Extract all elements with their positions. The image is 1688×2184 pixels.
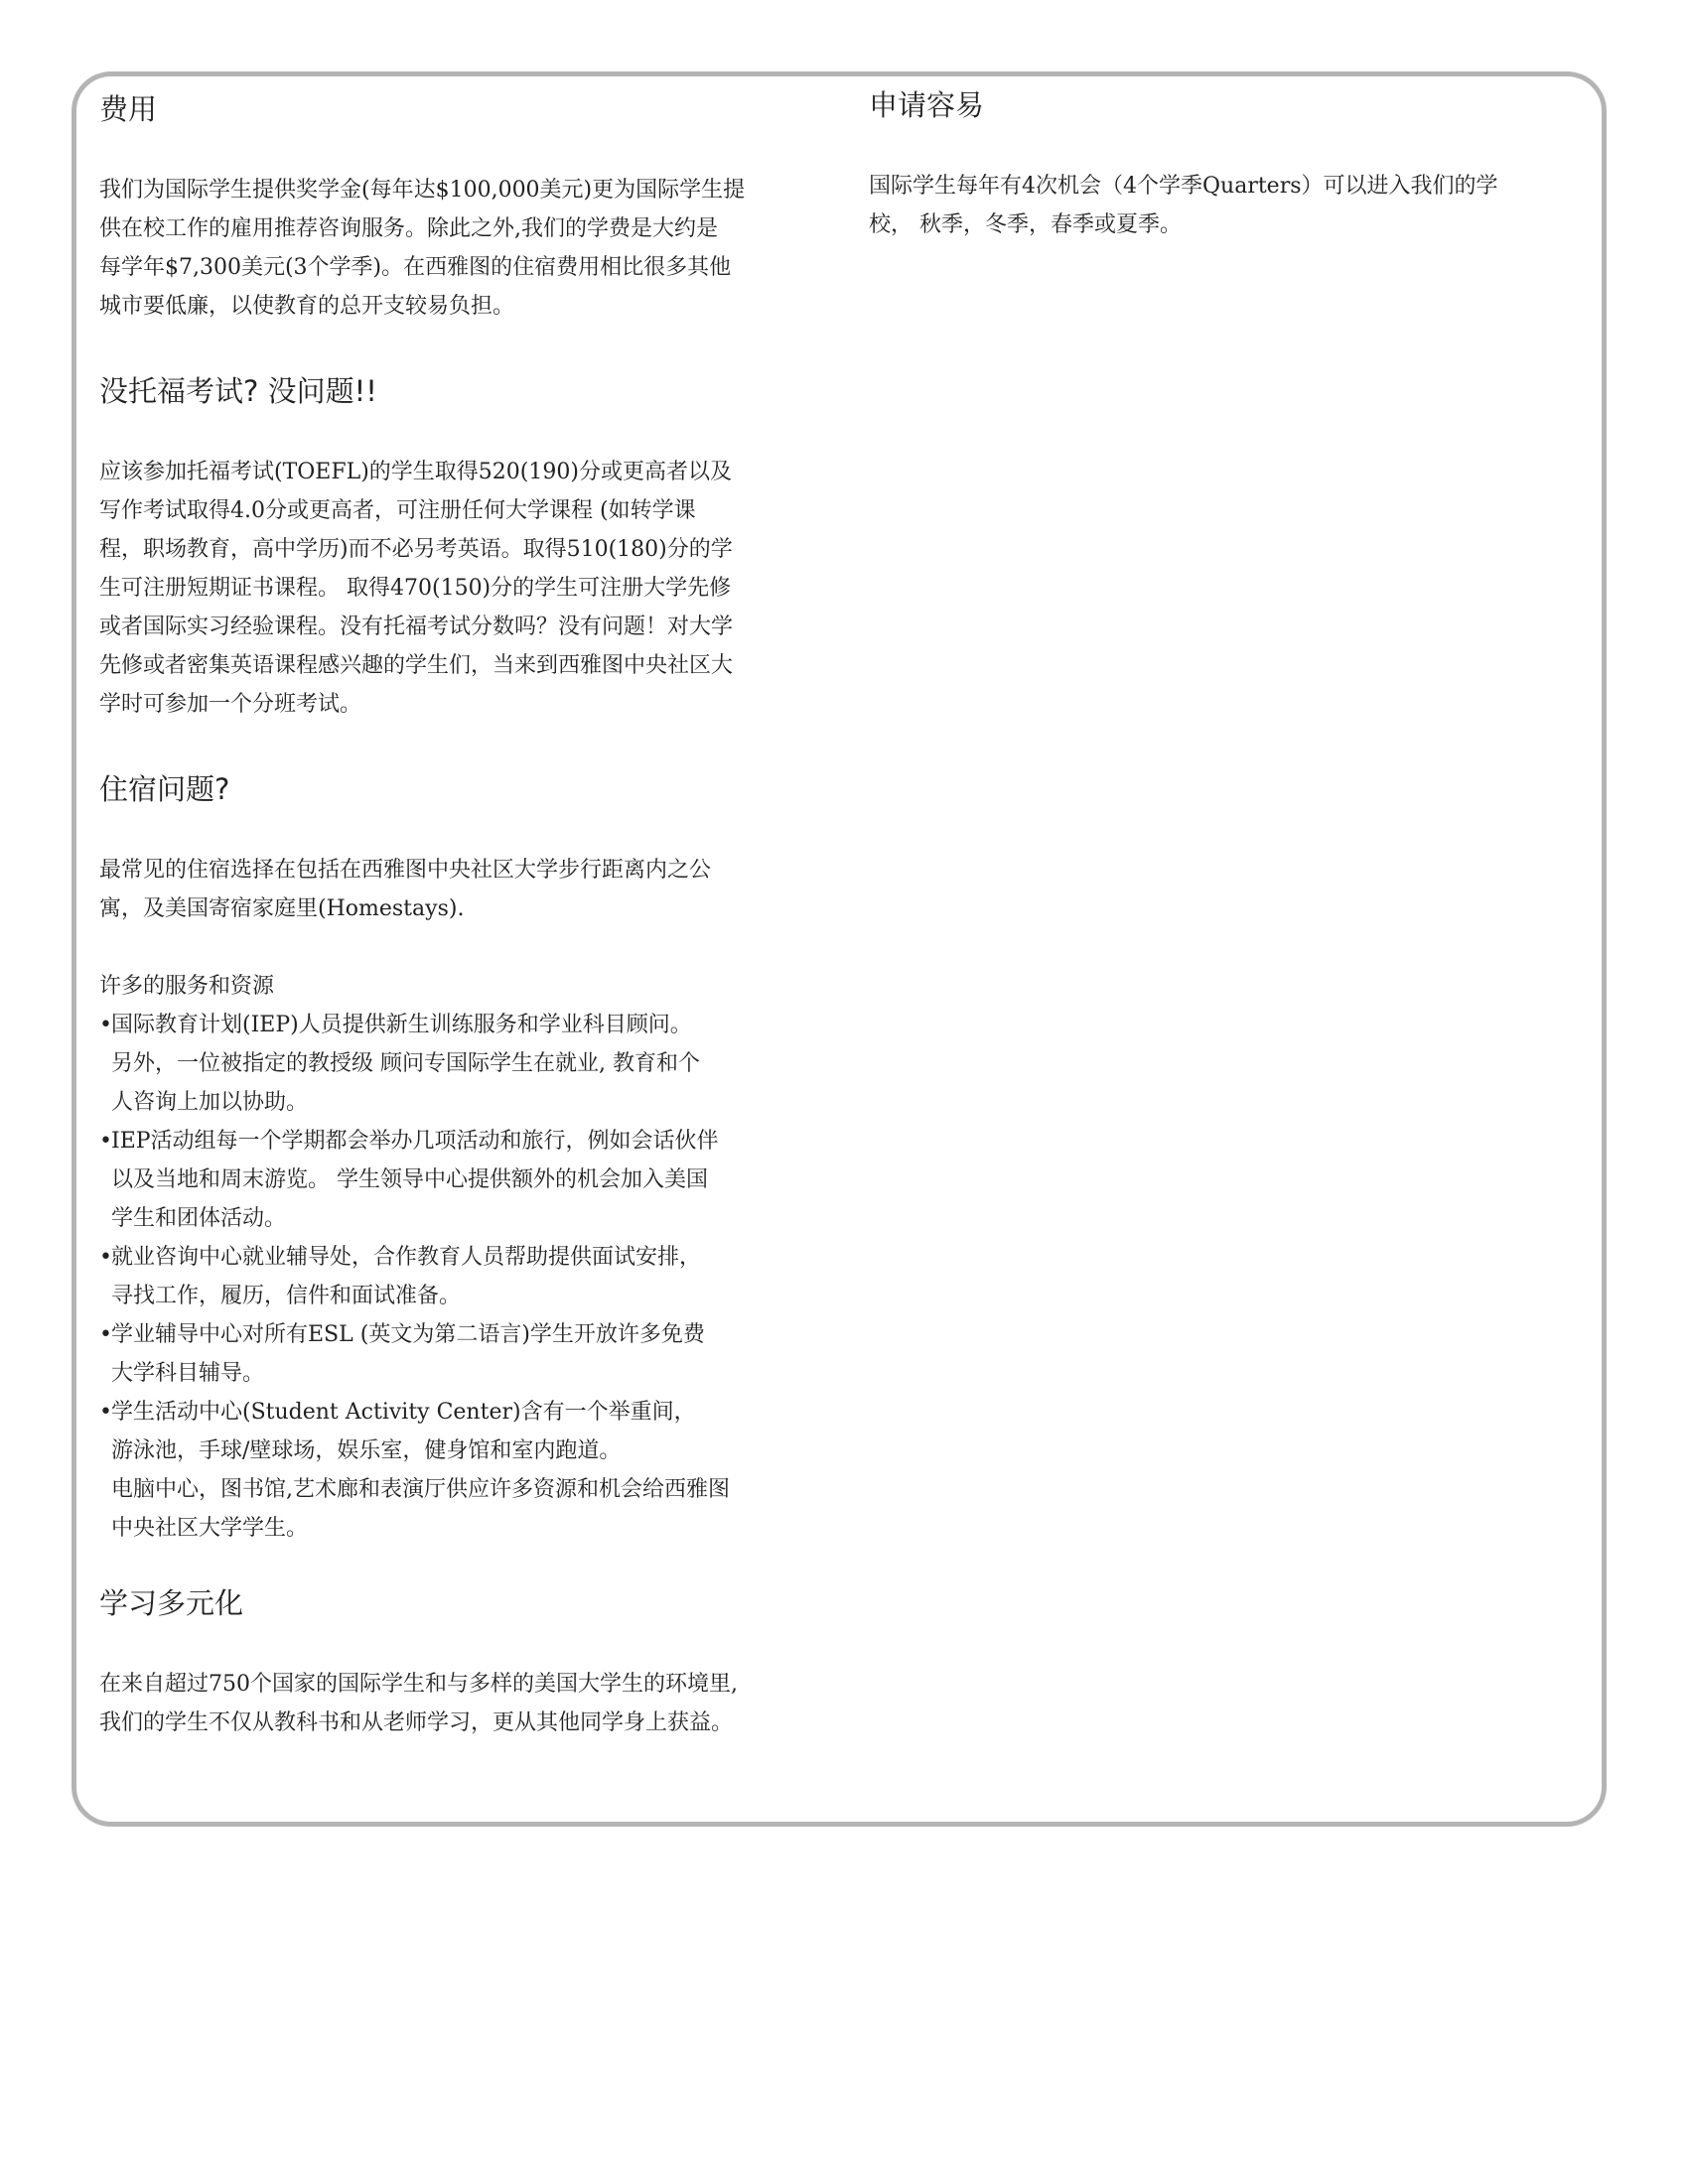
toefl-line: 先修或者密集英语课程感兴趣的学生们，当来到西雅图中央社区大 — [99, 653, 734, 678]
fees-line: 每学年$7,300美元(3个学季)。在西雅图的住宿费用相比很多其他 — [99, 255, 732, 280]
toefl-line: 生可注册短期证书课程。 取得470(150)分的学生可注册大学先修 — [99, 576, 732, 601]
fees-paragraph — [99, 171, 829, 326]
diversity-line: 我们的学生不仅从教科书和从老师学习，更从其他同学身上获益。 — [99, 1710, 734, 1735]
bullet-icon: • — [99, 1322, 112, 1347]
diversity-paragraph — [99, 1665, 829, 1742]
apply-paragraph — [869, 167, 1584, 244]
fees-line: 我们为国际学生提供奖学金(每年达$100,000美元)更为国际学生提 — [99, 178, 746, 203]
left-column — [99, 87, 829, 1742]
toefl-line: 应该参加托福考试(TOEFL)的学生取得520(190)分或更高者以及 — [99, 460, 732, 484]
services-subheading: 许多的服务和资源 — [99, 974, 275, 999]
service-item: •学生活动中心(Student Activity Center)含有一个举重间， 游泳池，手球/壁球场，娱乐室，健身馆和室内跑道。 电脑中心，图书馆,艺术廊和表演厅供应许多资源和机会给西雅图 中央社区大学学生。 — [99, 1393, 829, 1548]
housing-line: 寓，及美国寄宿家庭里(Homestays). — [99, 896, 465, 921]
diversity-heading: 学习多元化 — [99, 1586, 244, 1620]
bullet-icon: • — [99, 1400, 112, 1425]
housing-paragraph — [99, 851, 829, 928]
bullet-icon: • — [99, 1013, 112, 1037]
apply-line: 校， 秋季，冬季，春季或夏季。 — [869, 212, 1182, 237]
services-list — [99, 1006, 829, 1548]
toefl-paragraph — [99, 453, 829, 724]
toefl-line: 学时可参加一个分班考试。 — [99, 692, 362, 717]
service-item: •就业咨询中心就业辅导处，合作教育人员帮助提供面试安排， 寻找工作，履历，信件和面试准备。 — [99, 1238, 829, 1315]
service-item: •国际教育计划(IEP)人员提供新生训练服务和学业科目顾问。 另外，一位被指定的教授级 顾问专国际学生在就业, 教育和个 人咨询上加以协助。 — [99, 1006, 829, 1122]
toefl-line: 程，职场教育，高中学历)而不必另考英语。取得510(180)分的学 — [99, 537, 733, 562]
toefl-line: 写作考试取得4.0分或更高者，可注册任何大学课程 (如转学课 — [99, 498, 696, 523]
right-column — [869, 83, 1584, 244]
housing-heading: 住宿问题? — [99, 772, 230, 806]
fees-line: 供在校工作的雇用推荐咨询服务。除此之外,我们的学费是大约是 — [99, 216, 718, 241]
diversity-line: 在来自超过750个国家的国际学生和与多样的美国大学生的环境里, — [99, 1672, 738, 1697]
apply-heading: 申请容易 — [869, 88, 985, 122]
fees-line: 城市要低廉，以使教育的总开支较易负担。 — [99, 294, 515, 319]
bullet-icon: • — [99, 1129, 112, 1154]
toefl-line: 或者国际实习经验课程。没有托福考试分数吗？没有问题！对大学 — [99, 614, 734, 639]
fees-heading: 费用 — [99, 92, 158, 126]
apply-line: 国际学生每年有4次机会（4个学季Quarters）可以进入我们的学 — [869, 174, 1498, 199]
service-item: •IEP活动组每一个学期都会举办几项活动和旅行，例如会话伙伴 以及当地和周末游览。 学生领导中心提供额外的机会加入美国 学生和团体活动。 — [99, 1122, 829, 1238]
toefl-heading: 没托福考试? 没问题!! — [99, 374, 377, 408]
housing-line: 最常见的住宿选择在包括在西雅图中央社区大学步行距离内之公 — [99, 858, 712, 883]
bullet-icon: • — [99, 1245, 112, 1270]
service-item: •学业辅导中心对所有ESL (英文为第二语言)学生开放许多免费 大学科目辅导。 — [99, 1315, 829, 1393]
